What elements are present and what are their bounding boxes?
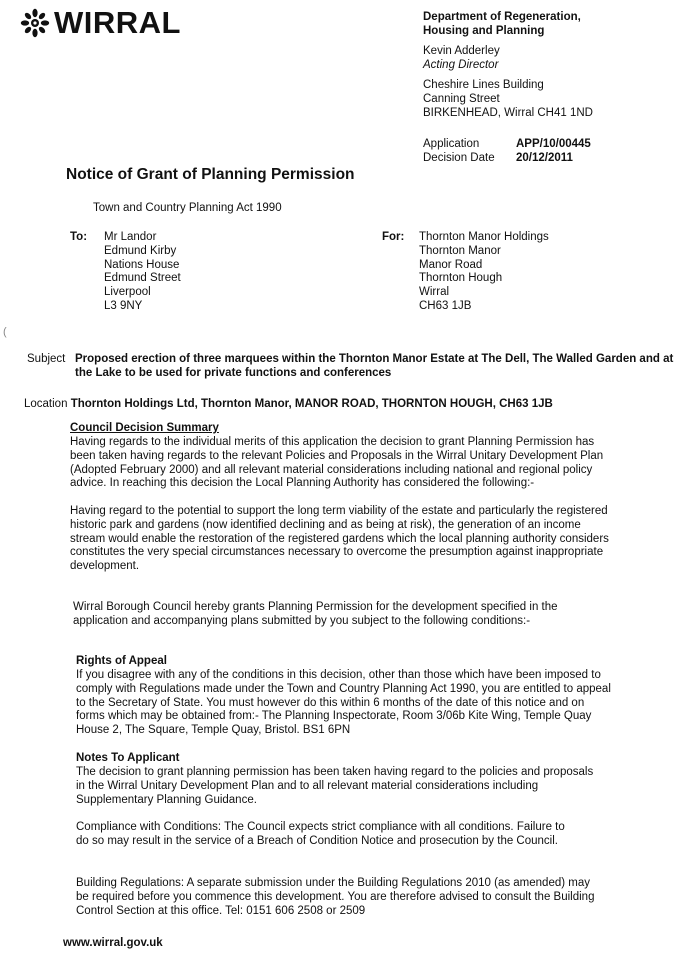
summary-heading: Council Decision Summary bbox=[70, 422, 219, 434]
applicant-line: CH63 1JB bbox=[419, 299, 472, 312]
notes-heading: Notes To Applicant bbox=[76, 752, 180, 764]
applicant-line: Wirral bbox=[419, 286, 450, 299]
notes-paragraph-1: The decision to grant planning permission has been taken having regard to the policies and proposals in the Wirral Unitary Development Plan and to all relevant material considerations including Supplementary Planning Guidance. bbox=[76, 766, 594, 806]
recipient-line: Edmund Kirby bbox=[104, 244, 177, 257]
officer-title: Acting Director bbox=[423, 59, 499, 71]
to-label: To: bbox=[70, 231, 88, 243]
officer-name: Kevin Adderley bbox=[423, 45, 500, 57]
decision-date-label: Decision Date bbox=[423, 152, 495, 164]
address-line: Canning Street bbox=[423, 93, 500, 105]
recipient-block bbox=[70, 231, 350, 321]
recipient-line: L3 9NY bbox=[104, 299, 143, 312]
grant-statement: Wirral Borough Council hereby grants Planning Permission for the development specified in the application and accompanying plans submitted by you subject to the following conditions:- bbox=[73, 601, 558, 627]
applicant-line: Thornton Manor Holdings bbox=[419, 231, 549, 243]
notes-paragraph-3: Building Regulations: A separate submission under the Building Regulations 2010 (as amended) may be required before you commence this development. You are therefore advised to consult the Building Control Section at this office. Tel: 0151 606 2508 or 2509 bbox=[76, 877, 595, 917]
department-block bbox=[423, 10, 593, 120]
notes-paragraph-2: Compliance with Conditions: The Council expects strict compliance with all conditions. Failure to do so may result in the service of a Breach of Condition Notice and prosecution by the Council. bbox=[76, 821, 565, 847]
recipient-line: Edmund Street bbox=[104, 272, 181, 285]
location-text: Thornton Holdings Ltd, Thornton Manor, MANOR ROAD, THORNTON HOUGH, CH63 1JB bbox=[70, 398, 553, 410]
subject-label: Subject bbox=[27, 353, 66, 365]
for-label: For: bbox=[382, 231, 405, 243]
summary-paragraph-2: Having regard to the potential to support the long term viability of the estate and particularly the registered historic park and gardens (now identified declining and as being at risk), the generation of an income stream would enable the restoration of the registered gardens which the local planning authority considers constitutes the very special circumstances necessary to overcome the presumption against inappropriate development. bbox=[70, 505, 609, 573]
legislation-reference: Town and Country Planning Act 1990 bbox=[93, 202, 282, 214]
recipient-line: Liverpool bbox=[104, 286, 151, 299]
applicant-block bbox=[382, 231, 682, 321]
recipient-line: Nations House bbox=[104, 258, 180, 271]
council-logo bbox=[20, 5, 181, 40]
applicant-line: Manor Road bbox=[419, 258, 483, 271]
appeal-heading: Rights of Appeal bbox=[76, 655, 167, 667]
scan-artifact: ( bbox=[3, 326, 7, 338]
application-details bbox=[423, 137, 591, 165]
location-label: Location bbox=[24, 398, 68, 410]
recipient-line: Mr Landor bbox=[104, 231, 157, 243]
logo-wordmark: WIRRAL bbox=[54, 5, 181, 40]
appeal-text: If you disagree with any of the conditions in this decision, other than those which have been imposed to comply with Regulations made under the Town and Country Planning Act 1990, you are entitled to appeal to the Secretary of State. You must however do this within 6 months of the date of this notice and on forms which may be obtained from:- The Planning Inspectorate, Room 3/06b Kite Wing, Temple Quay House 2, The Square, Temple Quay, Bristol. BS1 6PN bbox=[76, 669, 611, 737]
summary-paragraph-1: Having regards to the individual merits of this application the decision to grant Planning Permission has been taken having regards to the relevant Policies and Proposals in the Wirral Unitary Development Plan (Adopted February 2000) and all relevant material considerations including national and regional policy advice. In reaching this decision the Local Planning Authority has considered the following:- bbox=[70, 436, 604, 490]
decision-date: 20/12/2011 bbox=[516, 152, 573, 164]
applicant-line: Thornton Manor bbox=[419, 244, 501, 257]
department-name-line1: Department of Regeneration, bbox=[423, 11, 581, 23]
address-line: Cheshire Lines Building bbox=[423, 79, 544, 91]
application-number: APP/10/00445 bbox=[516, 138, 591, 150]
footer-website: www.wirral.gov.uk bbox=[63, 937, 163, 949]
location-block bbox=[24, 397, 553, 411]
subject-text: Proposed erection of three marquees within the Thornton Manor Estate at The Dell, The Walled Garden and at the Lake to be used for private functions and conferences bbox=[75, 353, 674, 379]
address-line: BIRKENHEAD, Wirral CH41 1ND bbox=[423, 107, 593, 119]
wirral-emblem-icon bbox=[20, 8, 50, 38]
page-title: Notice of Grant of Planning Permission bbox=[66, 166, 355, 183]
subject-block bbox=[27, 352, 687, 382]
department-name-line2: Housing and Planning bbox=[423, 25, 545, 37]
applicant-line: Thornton Hough bbox=[419, 272, 503, 285]
application-label: Application bbox=[423, 138, 480, 150]
